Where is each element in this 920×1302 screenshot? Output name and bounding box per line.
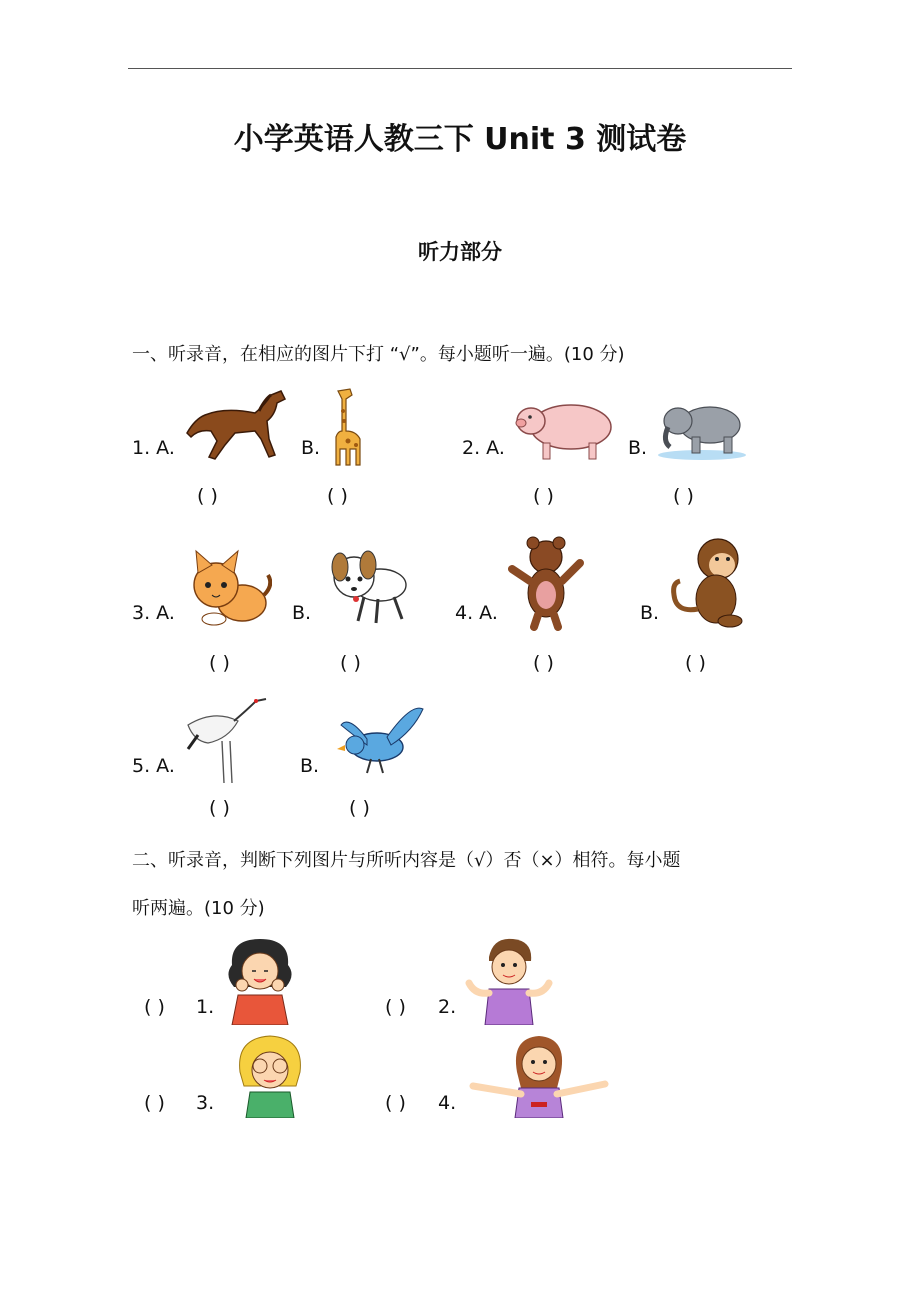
elephant-picture	[656, 397, 748, 461]
q3-b-answer[interactable]: ( )	[340, 652, 361, 674]
q1-b-answer[interactable]: ( )	[327, 485, 348, 507]
q4-b-label: B.	[640, 602, 660, 624]
p2-q3-answer[interactable]: ( )	[144, 1092, 165, 1114]
page-title: 小学英语人教三下 Unit 3 测试卷	[233, 122, 687, 157]
q4-a-label: 4. A.	[455, 602, 498, 624]
part2-instruction-line1: 二、听录音，判断下列图片与所听内容是（√）否（×）相符。每小题	[132, 850, 681, 871]
q5-a-label: 5. A.	[132, 755, 175, 777]
q3-b-label: B.	[292, 602, 312, 624]
cat-picture	[184, 545, 272, 631]
section-title: 听力部分	[418, 240, 502, 264]
q2-a-answer[interactable]: ( )	[533, 485, 554, 507]
q2-b-label: B.	[628, 437, 648, 459]
q1-a-label: 1. A.	[132, 437, 175, 459]
boy-shrugging-picture	[463, 935, 555, 1025]
horse-picture	[185, 385, 291, 465]
q3-a-answer[interactable]: ( )	[209, 652, 230, 674]
p2-q3-label: 3.	[196, 1092, 215, 1114]
q5-a-answer[interactable]: ( )	[209, 797, 230, 819]
monkey-picture	[668, 533, 748, 629]
p2-q2-answer[interactable]: ( )	[385, 996, 406, 1018]
q1-b-label: B.	[301, 437, 321, 459]
q5-b-answer[interactable]: ( )	[349, 797, 370, 819]
giraffe-picture	[328, 385, 368, 467]
bird-picture	[327, 695, 433, 781]
dog-picture	[320, 537, 412, 629]
p2-q2-label: 2.	[438, 996, 457, 1018]
p2-q1-label: 1.	[196, 996, 215, 1018]
p2-q4-label: 4.	[438, 1092, 457, 1114]
girl-arms-open-picture	[467, 1032, 611, 1118]
part1-instruction: 一、听录音，在相应的图片下打 “√”。每小题听一遍。(10 分)	[132, 344, 625, 365]
crane-picture	[184, 695, 270, 785]
header-rule	[128, 68, 792, 69]
q2-b-answer[interactable]: ( )	[673, 485, 694, 507]
q1-a-answer[interactable]: ( )	[197, 485, 218, 507]
p2-q1-answer[interactable]: ( )	[144, 996, 165, 1018]
girl-touching-face-picture	[222, 935, 298, 1025]
q4-a-answer[interactable]: ( )	[533, 652, 554, 674]
p2-q4-answer[interactable]: ( )	[385, 1092, 406, 1114]
q4-b-answer[interactable]: ( )	[685, 652, 706, 674]
part2-instruction-line2: 听两遍。(10 分)	[132, 898, 265, 919]
bear-picture	[506, 533, 586, 631]
q5-b-label: B.	[300, 755, 320, 777]
q3-a-label: 3. A.	[132, 602, 175, 624]
girl-touching-eyes-picture	[230, 1032, 310, 1118]
q2-a-label: 2. A.	[462, 437, 505, 459]
pig-picture	[513, 393, 617, 463]
